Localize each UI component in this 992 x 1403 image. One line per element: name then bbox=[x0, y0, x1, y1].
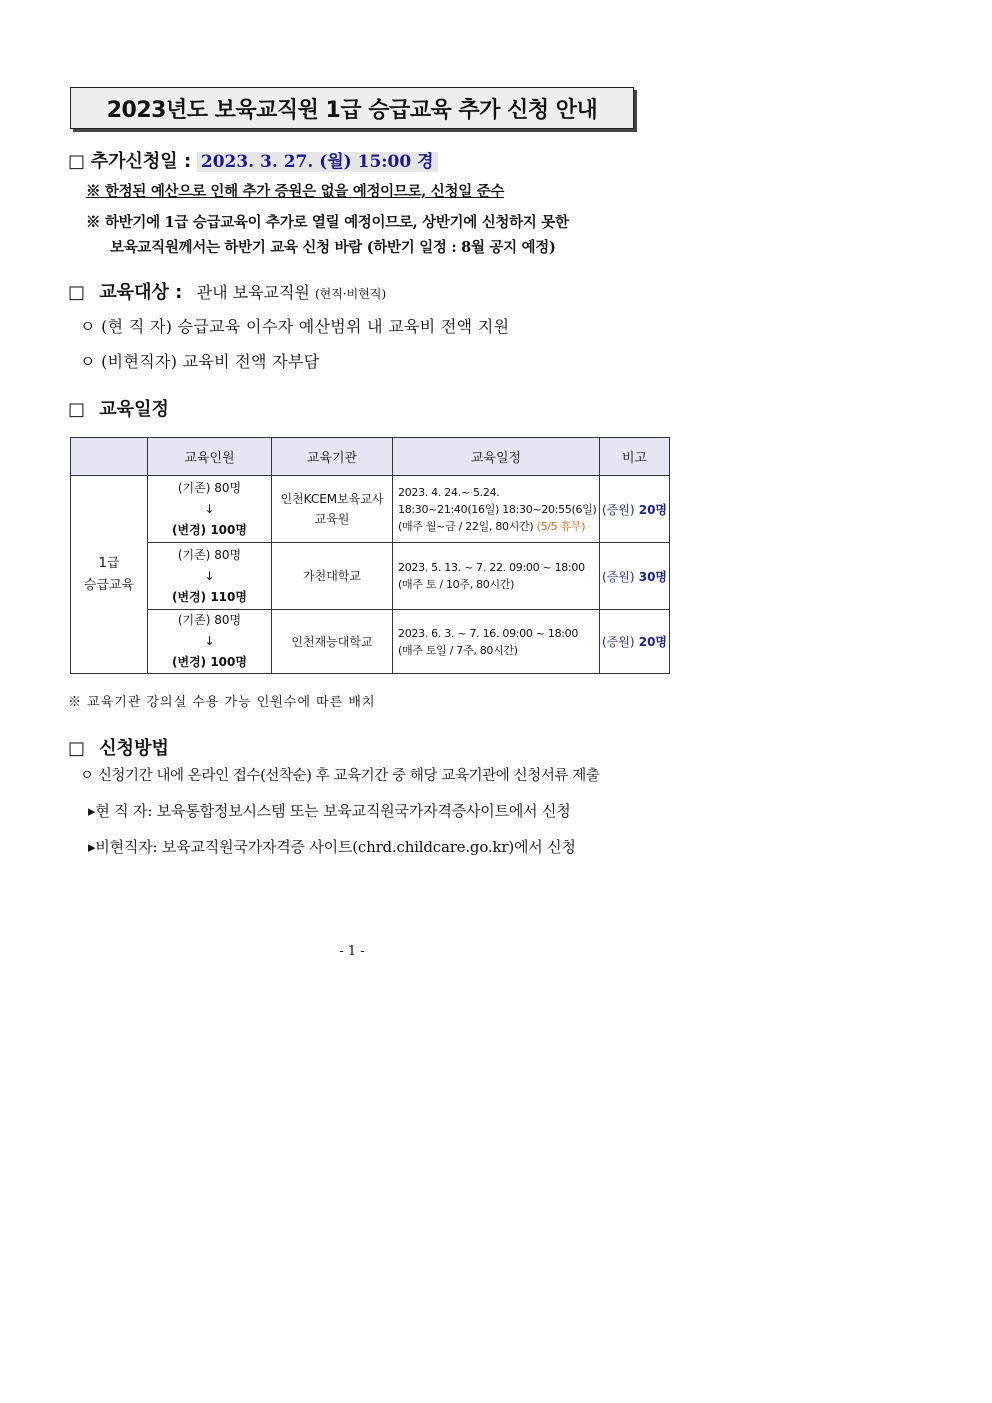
remark-cell bbox=[600, 476, 670, 543]
note-second-half: ※ 하반기에 1급 승급교육이 추가로 열릴 예정이므로, 상반기에 신청하지 못한 bbox=[86, 214, 569, 231]
checkbox-marker-icon: □ bbox=[68, 151, 86, 172]
group-label-cell bbox=[71, 476, 148, 674]
staff-before: (기존) 80명 bbox=[177, 547, 242, 562]
deadline-date: 2023. 3. 27. (월) 15:00 경 bbox=[197, 152, 438, 172]
institution-cell bbox=[272, 610, 393, 674]
deadline-label: 추가신청일 : bbox=[90, 151, 192, 172]
institution-name-cont: 교육원 bbox=[314, 512, 350, 526]
target-bullet-current: ㅇ (현 직 자) 승급교육 이수자 예산범위 내 교육비 전액 지원 bbox=[80, 317, 510, 336]
document-title: 2023년도 보육교직원 1급 승급교육 추가 신청 안내 bbox=[70, 87, 634, 129]
down-arrow-icon: ↓ bbox=[204, 634, 215, 648]
remark-prefix: (증원) bbox=[601, 569, 635, 584]
institution-name: 가천대학교 bbox=[303, 569, 361, 583]
institution-name: 인천KCEM보육교사 bbox=[280, 492, 384, 506]
remark-value: 20명 bbox=[638, 502, 668, 517]
schedule-label: 교육일정 bbox=[99, 399, 169, 420]
target-label: 교육대상 : bbox=[99, 282, 183, 303]
staff-cell bbox=[148, 476, 272, 543]
staff-before: (기존) 80명 bbox=[177, 480, 242, 495]
staff-cell bbox=[148, 610, 272, 674]
checkbox-marker-icon: □ bbox=[68, 282, 86, 303]
staff-cell bbox=[148, 543, 272, 610]
institution-cell bbox=[272, 476, 393, 543]
staff-before: (기존) 80명 bbox=[177, 613, 242, 627]
schedule-times: 18:30~21:40(16일) 18:30~20:55(6일) bbox=[398, 502, 597, 516]
table-footnote: ※ 교육기관 강의실 수용 가능 인원수에 따른 배치 bbox=[68, 695, 376, 710]
schedule-cell bbox=[393, 476, 600, 543]
apply-bullet-current: ▸현 직 자: 보육통합정보시스템 또는 보육교직원국가자격증사이트에서 신청 bbox=[88, 802, 571, 820]
institution-cell bbox=[272, 543, 393, 610]
down-arrow-icon: ↓ bbox=[204, 501, 215, 516]
schedule-days: (매주 토 / 10주, 80시간) bbox=[398, 578, 515, 591]
staff-after: (변경) 100명 bbox=[172, 522, 247, 537]
schedule-dates: 2023. 6. 3. ~ 7. 16. 09:00 ~ 18:00 bbox=[398, 626, 579, 640]
schedule-days: (매주 월~금 / 22일, 80시간) bbox=[398, 519, 534, 533]
apply-bullet-main: ㅇ 신청기간 내에 온라인 접수(선착순) 후 교육기간 중 해당 교육기관에 신청서류 제출 bbox=[80, 768, 600, 784]
remark-value: 20명 bbox=[638, 635, 668, 649]
remark-prefix: (증원) bbox=[601, 635, 635, 649]
note-second-half-cont: 보육교직원께서는 하반기 교육 신청 바람 (하반기 일정 : 8월 공지 예정) bbox=[110, 239, 556, 256]
schedule-heading bbox=[68, 395, 169, 421]
target-bullet-former: ㅇ (비현직자) 교육비 전액 자부담 bbox=[80, 352, 320, 371]
schedule-holiday: (5/5 휴무) bbox=[536, 519, 586, 533]
page-number: - 1 - bbox=[339, 944, 365, 959]
apply-heading bbox=[68, 734, 169, 760]
table-header-cell: 교육기관 bbox=[272, 438, 393, 476]
schedule-table bbox=[70, 437, 670, 674]
remark-prefix: (증원) bbox=[601, 502, 635, 517]
group-label: 1급 bbox=[98, 555, 120, 571]
target-heading bbox=[68, 278, 386, 304]
table-header-cell: 교육인원 bbox=[148, 438, 272, 476]
target-paren: (현직·비현직) bbox=[314, 287, 387, 301]
note-budget: ※ 한정된 예산으로 인해 추가 증원은 없을 예정이므로, 신청일 준수 bbox=[86, 183, 505, 200]
checkbox-marker-icon: □ bbox=[68, 738, 86, 759]
remark-cell bbox=[600, 543, 670, 610]
schedule-days: (매주 토일 / 7주, 80시간) bbox=[398, 643, 518, 657]
table-row bbox=[71, 610, 670, 674]
schedule-dates: 2023. 4. 24.~ 5.24. bbox=[398, 485, 500, 499]
remark-cell bbox=[600, 610, 670, 674]
table-header-cell: 비고 bbox=[600, 438, 670, 476]
down-arrow-icon: ↓ bbox=[204, 568, 215, 583]
staff-after: (변경) 100명 bbox=[172, 655, 247, 669]
table-row bbox=[71, 476, 670, 543]
table-row bbox=[71, 543, 670, 610]
group-label: 승급교육 bbox=[83, 577, 135, 593]
staff-after: (변경) 110명 bbox=[172, 589, 247, 604]
apply-bullet-former: ▸비현직자: 보육교직원국가자격증 사이트(chrd.childcare.go.kr)에서 신청 bbox=[88, 838, 576, 856]
institution-name: 인천재능대학교 bbox=[291, 634, 373, 649]
schedule-cell bbox=[393, 543, 600, 610]
schedule-cell bbox=[393, 610, 600, 674]
table-header-cell bbox=[71, 438, 148, 476]
checkbox-marker-icon: □ bbox=[68, 399, 86, 420]
table-header-cell: 교육일정 bbox=[393, 438, 600, 476]
table-header-row bbox=[71, 438, 670, 476]
target-value: 관내 보육교직원 bbox=[196, 283, 310, 302]
deadline-line bbox=[68, 147, 438, 173]
remark-value: 30명 bbox=[638, 569, 668, 584]
schedule-dates: 2023. 5. 13. ~ 7. 22. 09:00 ~ 18:00 bbox=[398, 561, 585, 574]
apply-label: 신청방법 bbox=[99, 738, 169, 759]
